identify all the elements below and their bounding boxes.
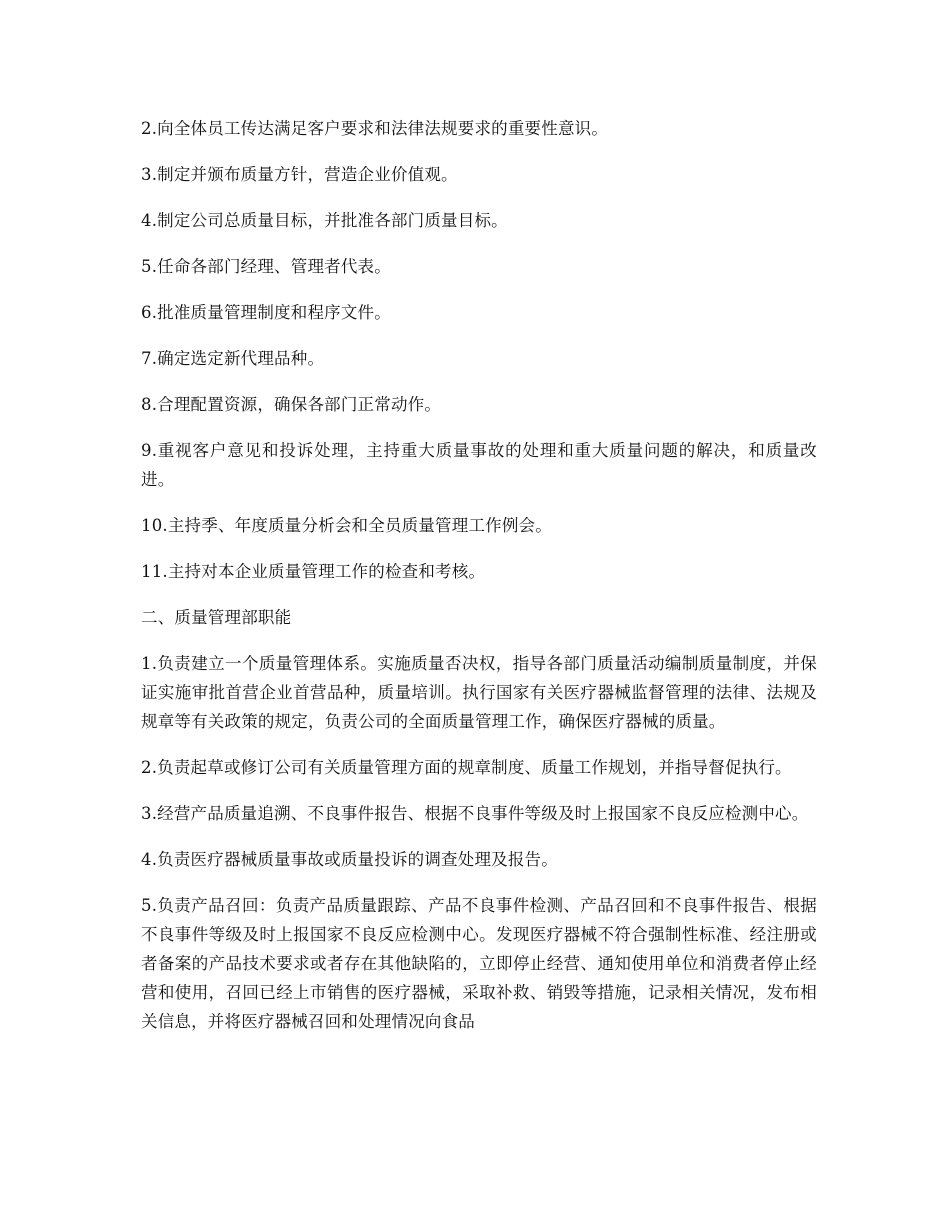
section-paragraph-4: 4.负责医疗器械质量事故或质量投诉的调查处理及报告。 xyxy=(141,850,558,869)
section-paragraph-5: 5.负责产品召回：负责产品质量跟踪、产品不良事件检测、产品召回和不良事件报告、根据不良事件等级及时上报国家不良反应检测中心。发现医疗器械不符合强制性标准、经注册或者备案的产品技术要求或者存在其他缺陷的，立即停止经营、通知使用单位和消费者停止经营和使用，召回已经上市销售的医疗器械，采取补救、销毁等措施，记录相关情况，发布相关信息，并将医疗器械召回和处理情况向食品 xyxy=(141,896,817,1031)
paragraph-item-8: 8.合理配置资源，确保各部门正常动作。 xyxy=(141,395,442,414)
paragraph-item-7: 7.确定选定新代理品种。 xyxy=(141,349,325,368)
paragraph-item-9: 9.重视客户意见和投诉处理，主持重大质量事故的处理和重大质量问题的解决，和质量改进。 xyxy=(141,441,817,489)
paragraph-item-11: 11.主持对本企业质量管理工作的检查和考核。 xyxy=(141,562,486,581)
section-heading: 二、质量管理部职能 xyxy=(141,608,292,627)
paragraph-item-5: 5.任命各部门经理、管理者代表。 xyxy=(141,257,391,276)
paragraph-item-6: 6.批准质量管理制度和程序文件。 xyxy=(141,303,391,322)
paragraph-item-3: 3.制定并颁布质量方针，营造企业价值观。 xyxy=(141,165,458,184)
paragraph-item-10: 10.主持季、年度质量分析会和全员质量管理工作例会。 xyxy=(141,516,552,535)
paragraph-item-2: 2.向全体员工传达满足客户要求和法律法规要求的重要性意识。 xyxy=(141,119,609,138)
section-paragraph-1: 1.负责建立一个质量管理体系。实施质量否决权，指导各部门质量活动编制质量制度，并保证实施审批首营企业首营品种，质量培训。执行国家有关医疗器械监督管理的法律、法规及规章等有关政策的规定，负责公司的全面质量管理工作，确保医疗器械的质量。 xyxy=(141,654,817,731)
paragraph-item-4: 4.制定公司总质量目标，并批准各部门质量目标。 xyxy=(141,211,508,230)
section-paragraph-2: 2.负责起草或修订公司有关质量管理方面的规章制度、质量工作规划，并指导督促执行。 xyxy=(141,758,792,777)
section-paragraph-3: 3.经营产品质量追溯、不良事件报告、根据不良事件等级及时上报国家不良反应检测中心。 xyxy=(141,804,809,823)
document-page xyxy=(141,114,817,1053)
